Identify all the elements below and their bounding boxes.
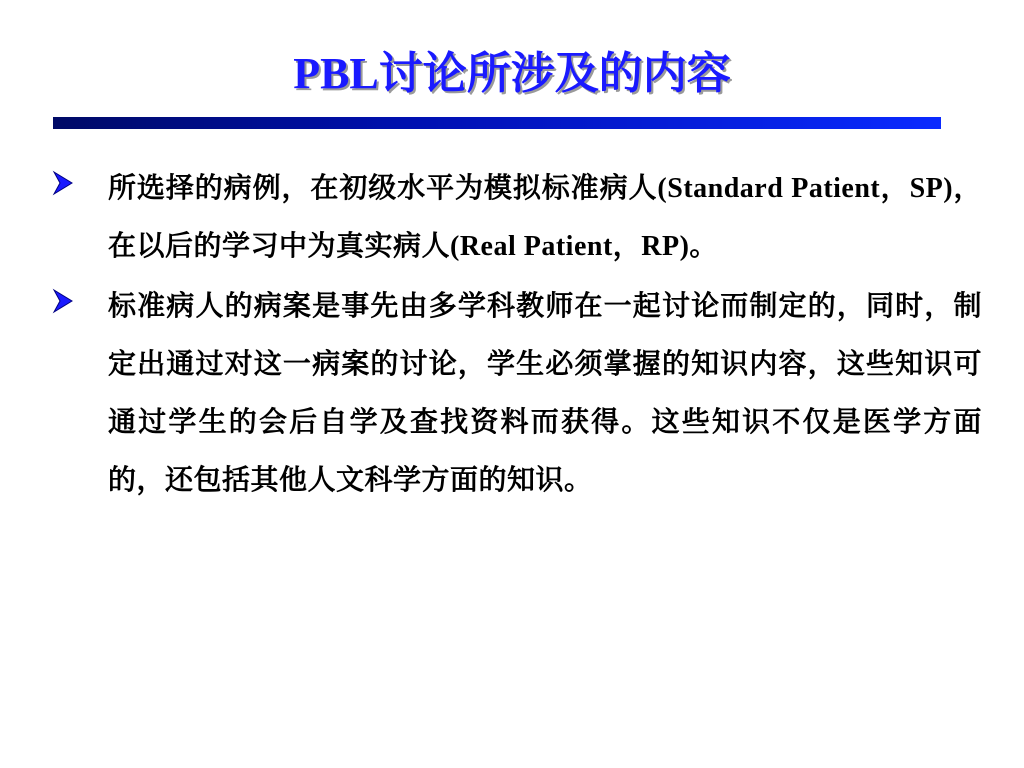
bullet-item [52,160,982,276]
slide-title: PBL讨论所涉及的内容 [293,49,731,98]
arrow-right-icon [52,288,74,314]
bullet-text: 标准病人的病案是事先由多学科教师在一起讨论而制定的，同时，制定出通过对这一病案的讨论，学生必须掌握的知识内容，这些知识可通过学生的会后自学及查找资料而获得。这些知识不仅是医学方面的，还包括其他人文科学方面的知识。 [108,291,982,496]
bullet-list [52,160,982,512]
bullet-text: 所选择的病例，在初级水平为模拟标准病人(Standard Patient，SP)，在以后的学习中为真实病人(Real Patient，RP)。 [108,173,982,262]
title-divider [53,117,941,129]
bullet-item [52,278,982,510]
arrow-right-icon [52,170,74,196]
